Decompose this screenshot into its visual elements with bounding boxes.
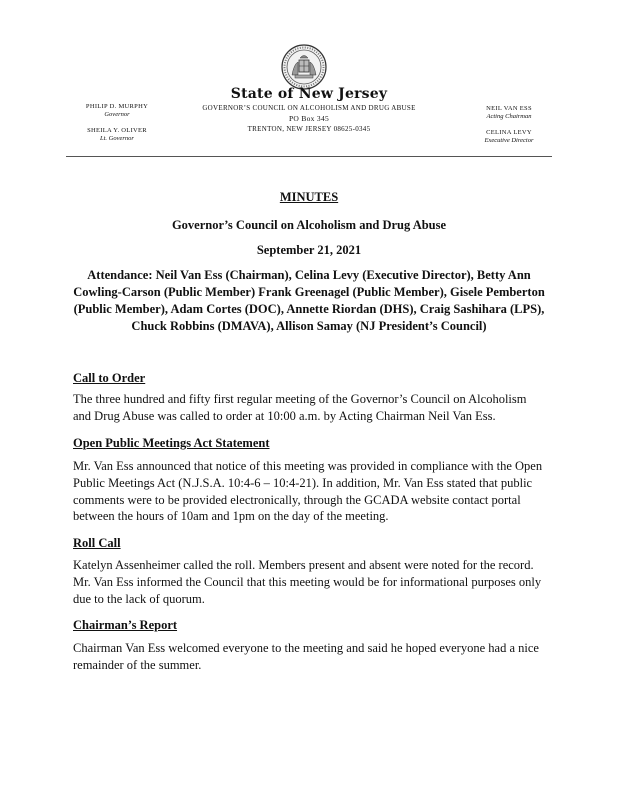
official-title: Governor [104, 111, 130, 118]
agency-name: GOVERNOR’S COUNCIL ON ALCOHOLISM AND DRUG ABUSE [202, 104, 416, 112]
po-box: PO Box 345 [288, 113, 330, 123]
official-name: SHEILA Y. OLIVER [87, 127, 147, 134]
official-name: CELINA LEVY [486, 129, 532, 136]
section-heading-open-meetings: Open Public Meetings Act Statement [73, 436, 270, 450]
section-text-roll-call: Katelyn Assenheimer called the roll. Members present and absent were noted for the record. Mr. Van Ess informed the Council that this meeting would be for informational purposes only due to the lack of quorum. [73, 558, 542, 606]
official-title: Lt. Governor [100, 135, 134, 142]
section-text-call-to-order: The three hundred and fifty first regular meeting of the Governor’s Council on Alcoholism and Drug Abuse was called to order at 10:00 a.m. by Acting Chairman Neil Van Ess. [73, 392, 527, 423]
official-name: NEIL VAN ESS [486, 105, 532, 112]
official-title: Acting Chairman [486, 113, 532, 120]
section-heading-chairmans-report: Chairman’s Report [73, 618, 178, 632]
state-name: State of New Jersey [230, 86, 388, 102]
letterhead-divider [66, 156, 552, 157]
officials-right [472, 105, 546, 153]
city-address: TRENTON, NEW JERSEY 08625-0345 [247, 125, 371, 133]
section-text-chairmans-report: Chairman Van Ess welcomed everyone to the meeting and said he hoped everyone had a nice remainder of the summer. [73, 641, 539, 672]
section-heading-call-to-order: Call to Order [73, 371, 146, 385]
section-text-open-meetings: Mr. Van Ess announced that notice of this meeting was provided in compliance with the Open Public Meetings Act (N.J.S.A. 10:4-6 – 10:4-21). In addition, Mr. Van Ess stated that public comments were to be provided electronically, through the GCADA website contact portal between the hours of 10am and 1pm on the day of the meeting. [73, 459, 543, 524]
document-heading: MINUTES [279, 190, 339, 204]
officials-left [80, 103, 154, 151]
section-heading-roll-call: Roll Call [73, 536, 121, 550]
official-title: Executive Director [484, 137, 534, 144]
state-seal-icon [281, 44, 327, 90]
official-name: PHILIP D. MURPHY [85, 103, 149, 110]
meeting-date: September 21, 2021 [256, 243, 362, 257]
council-name: Governor’s Council on Alcoholism and Drug Abuse [171, 218, 447, 232]
attendance-list: Attendance: Neil Van Ess (Chairman), Celina Levy (Executive Director), Betty Ann Cowling-Carson (Public Member) Frank Greenagel (Public Member), Gisele Pemberton (Public Member), Adam Cortes (DOC), Annette Riordan (DHS), Craig Sashihara (LPS), Chuck Robbins (DMAVA), Allison Samay (NJ President’s Council) [73, 268, 545, 333]
